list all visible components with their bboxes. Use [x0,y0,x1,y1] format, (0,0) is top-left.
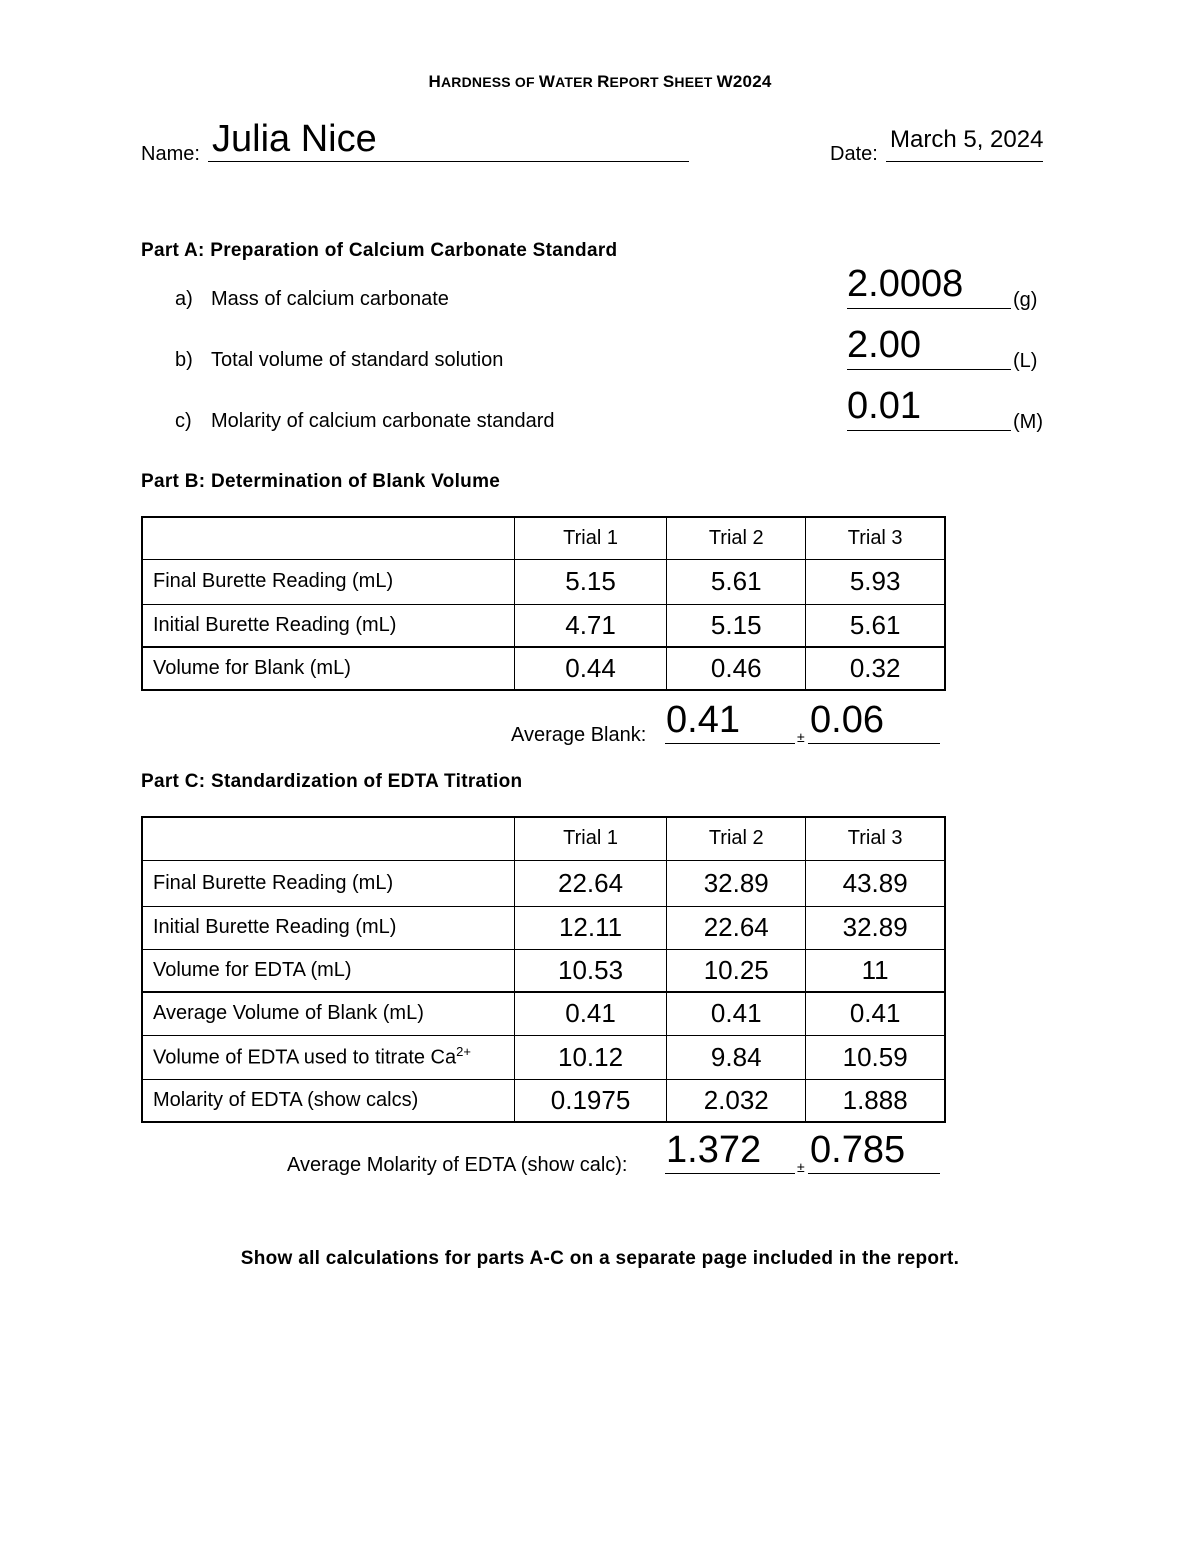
part-a-marker-b: b) [175,349,193,371]
table-cell[interactable]: 0.1975 [514,1079,666,1122]
column-header: Trial 1 [514,517,666,559]
table-cell[interactable]: 0.46 [667,647,806,690]
column-header: Trial 2 [667,817,806,860]
average-blank-label: Average Blank: [511,724,647,746]
date-line [886,161,1043,162]
table-cell[interactable]: 10.53 [514,949,666,992]
molarity-line [847,430,1011,431]
name-value[interactable]: Julia Nice [212,118,377,160]
average-blank-line [665,743,795,744]
mass-unit: (g) [1013,289,1038,311]
row-label: Initial Burette Reading (mL) [142,604,514,647]
edta-table [141,816,946,1123]
part-a-label-volume: Total volume of standard solution [211,349,504,371]
table-cell[interactable]: 5.93 [806,559,945,604]
table-cell[interactable]: 10.59 [806,1035,945,1079]
table-cell[interactable]: 12.11 [514,906,666,949]
row-label [142,1035,514,1079]
column-header: Trial 3 [806,817,945,860]
average-molarity-value[interactable]: 1.372 [666,1129,762,1171]
table-row [142,559,945,604]
volume-value[interactable]: 2.00 [847,324,921,366]
average-blank-value[interactable]: 0.41 [666,699,740,741]
table-cell[interactable]: 5.61 [667,559,806,604]
row-label: Initial Burette Reading (mL) [142,906,514,949]
table-cell[interactable]: 0.41 [806,992,945,1035]
table-cell[interactable]: 0.41 [514,992,666,1035]
table-cell[interactable]: 10.12 [514,1035,666,1079]
table-header-row [142,517,945,559]
report-title: HARDNESS OF WATER REPORT SHEET W2024 [428,72,772,91]
column-header: Trial 3 [806,517,945,559]
part-b-heading: Part B: Determination of Blank Volume [141,471,501,492]
table-corner-cell [142,817,514,860]
blank-uncertainty-value[interactable]: 0.06 [810,699,884,741]
part-a-marker-c: c) [175,410,192,432]
column-header: Trial 1 [514,817,666,860]
table-row [142,604,945,647]
row-label-superscript: 2+ [456,1044,471,1060]
row-label: Molarity of EDTA (show calcs) [142,1079,514,1122]
table-corner-cell [142,517,514,559]
table-cell[interactable]: 10.25 [667,949,806,992]
table-cell[interactable]: 32.89 [667,860,806,906]
part-a-heading: Part A: Preparation of Calcium Carbonate Standard [141,240,618,261]
table-row [142,949,945,992]
table-row [142,906,945,949]
table-cell[interactable]: 9.84 [667,1035,806,1079]
volume-unit: (L) [1013,350,1038,372]
molarity-uncertainty-value[interactable]: 0.785 [810,1129,906,1171]
table-header-row [142,817,945,860]
date-label: Date: [830,143,878,165]
table-cell[interactable]: 2.032 [667,1079,806,1122]
table-cell[interactable]: 11 [806,949,945,992]
table-cell[interactable]: 0.44 [514,647,666,690]
mass-line [847,308,1011,309]
average-molarity-line [665,1173,795,1174]
table-row [142,1079,945,1122]
molarity-unit: (M) [1013,411,1043,433]
table-cell[interactable]: 32.89 [806,906,945,949]
table-cell[interactable]: 0.32 [806,647,945,690]
row-label: Final Burette Reading (mL) [142,860,514,906]
table-row [142,647,945,690]
mass-value[interactable]: 2.0008 [847,263,964,305]
row-label-text: Volume of EDTA used to titrate Ca [153,1046,457,1069]
plus-minus-sign: ± [797,1159,805,1175]
row-label: Volume for EDTA (mL) [142,949,514,992]
part-a-marker-a: a) [175,288,193,310]
blank-table [141,516,946,691]
table-row [142,860,945,906]
table-cell[interactable]: 5.61 [806,604,945,647]
table-cell[interactable]: 5.15 [514,559,666,604]
table-cell[interactable]: 0.41 [667,992,806,1035]
table-cell[interactable]: 5.15 [667,604,806,647]
volume-line [847,369,1011,370]
footer-note: Show all calculations for parts A-C on a separate page included in the report. [240,1248,960,1269]
plus-minus-sign: ± [797,729,805,745]
name-line [208,161,689,162]
table-cell[interactable]: 22.64 [667,906,806,949]
part-a-label-molarity: Molarity of calcium carbonate standard [211,410,555,432]
name-label: Name: [141,143,200,165]
blank-uncertainty-line [808,743,940,744]
table-cell[interactable]: 4.71 [514,604,666,647]
table-cell[interactable]: 22.64 [514,860,666,906]
row-label: Average Volume of Blank (mL) [142,992,514,1035]
row-label: Volume for Blank (mL) [142,647,514,690]
table-row [142,992,945,1035]
part-c-heading: Part C: Standardization of EDTA Titration [141,771,523,792]
date-value[interactable]: March 5, 2024 [890,126,1044,153]
table-cell[interactable]: 43.89 [806,860,945,906]
table-row [142,1035,945,1079]
row-label: Final Burette Reading (mL) [142,559,514,604]
average-molarity-label: Average Molarity of EDTA (show calc): [287,1154,628,1176]
molarity-uncertainty-line [808,1173,940,1174]
part-a-label-mass: Mass of calcium carbonate [211,288,449,310]
molarity-value[interactable]: 0.01 [847,385,921,427]
column-header: Trial 2 [667,517,806,559]
table-cell[interactable]: 1.888 [806,1079,945,1122]
